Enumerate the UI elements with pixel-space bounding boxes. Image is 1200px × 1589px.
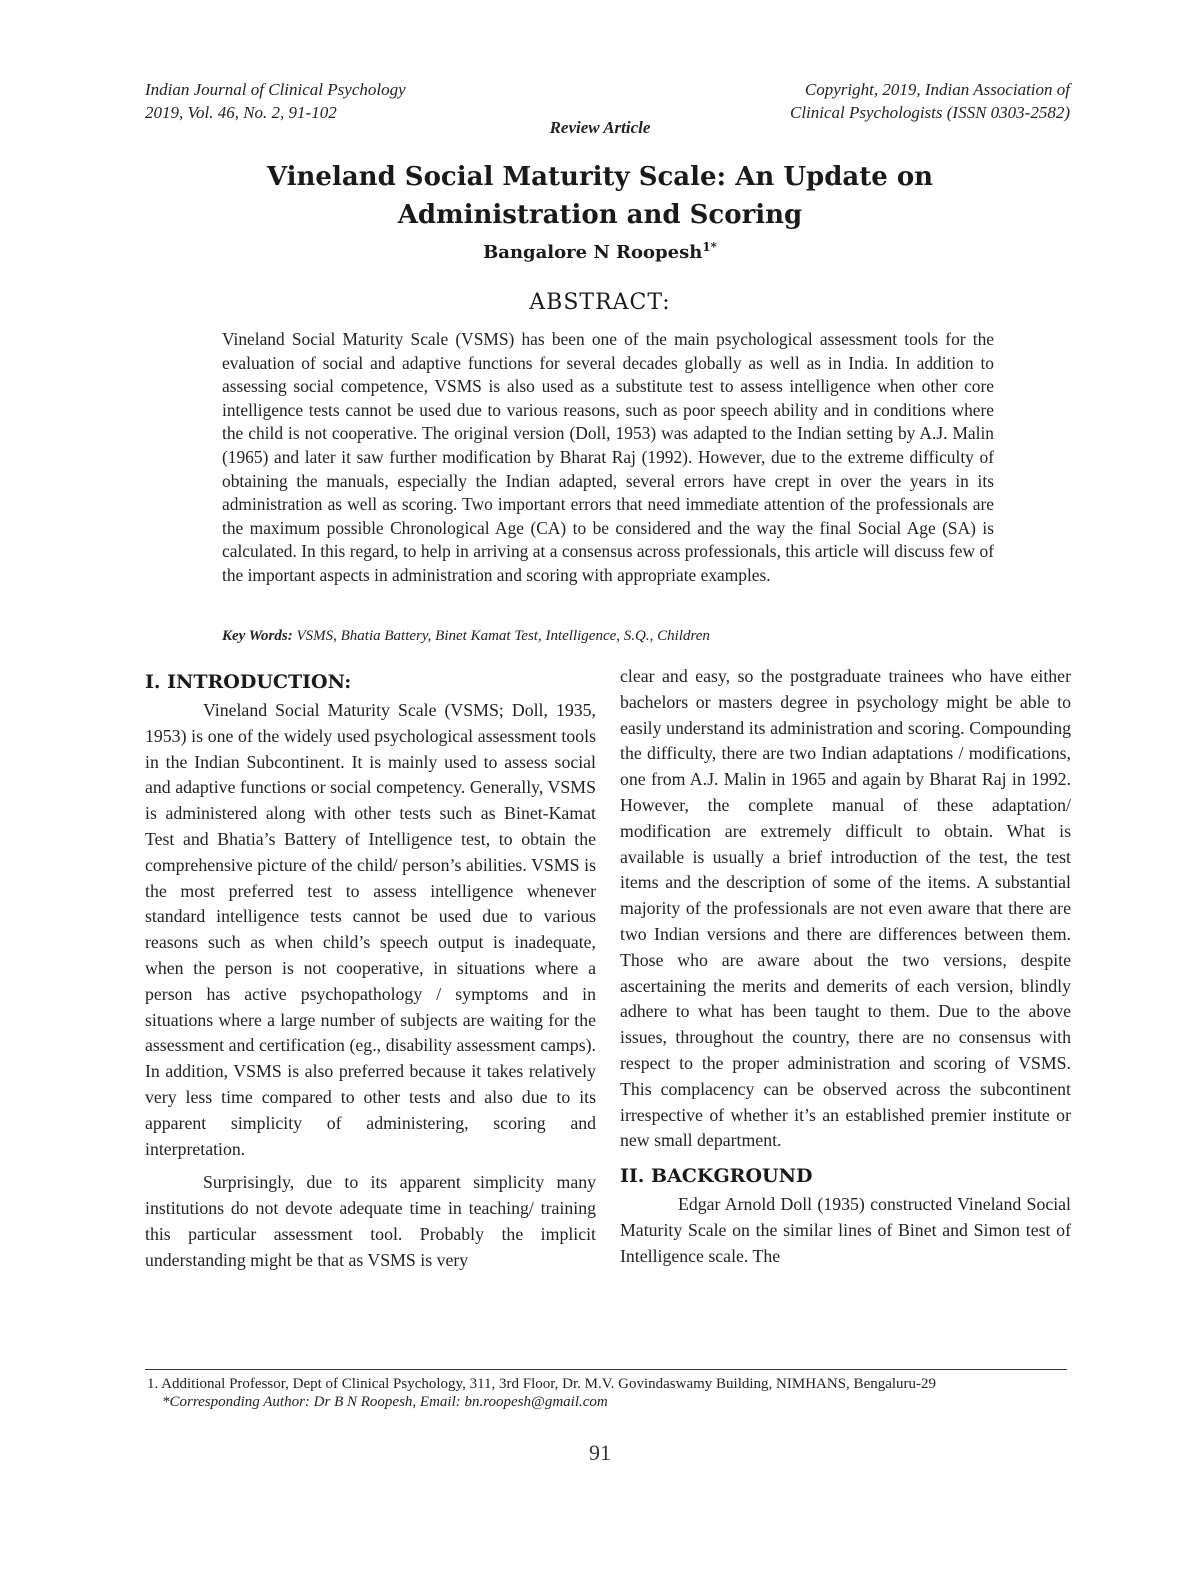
copyright-line: Copyright, 2019, Indian Association of [804,80,1070,99]
keywords-list: VSMS, Bhatia Battery, Binet Kamat Test, Intelligence, S.Q., Children [296,628,710,644]
title-line-1: Vineland Social Maturity Scale: An Update on [266,162,934,192]
left-column [145,668,596,1274]
right-column [620,664,1071,1270]
footnote-corresponding: *Corresponding Author: Dr B N Roopesh, Email: bn.roopesh@gmail.com [162,1394,608,1410]
footnote-affiliation: 1. Additional Professor, Dept of Clinical Psychology, 311, 3rd Floor, Dr. M.V. Govindaswamy Building, NIMHANS, Bengaluru-29 [147,1376,937,1392]
footnote-divider [145,1369,1067,1370]
abstract-heading: ABSTRACT: [529,290,671,315]
article-type: Review Article [549,118,651,137]
background-heading: II. BACKGROUND [620,1165,813,1188]
title-line-2: Administration and Scoring [397,200,803,230]
author-superscript: 1* [702,240,717,254]
keywords [222,628,1002,645]
author-name: Bangalore N Roopesh [483,242,703,263]
keywords-label: Key Words: [222,628,293,644]
abstract-text: Vineland Social Maturity Scale (VSMS) has been one of the main psychological assessment tools for the evaluation of social and adaptive functions for several decades globally as well as in India. In addition to assessing social competence, VSMS is also used as a substitute test to assess intelligence when other core intelligence tests cannot be used due to various reasons, such as poor speech ability and in conditions where the child is not cooperative. The original version (Doll, 1953) was adapted to the Indian setting by A.J. Malin (1965) and later it saw further modification by Bharat Raj (1992). However, due to the extreme difficulty of obtaining the manuals, especially the Indian adapted, several errors have crept in over the years in its administration as well as scoring. Two important errors that need immediate attention of the professionals are the maximum possible Chronological Age (CA) to be considered and the way the final Social Age (SA) is calculated. In this regard, to help in arriving at a consensus across professionals, this article will discuss few of the important aspects in administration and scoring with appropriate examples. [222,329,994,585]
introduction-heading: I. INTRODUCTION: [145,671,352,693]
background-paragraph-1: Edgar Arnold Doll (1935) constructed Vineland Social Maturity Scale on the similar lines of Binet and Simon test of Intelligence scale. The [620,1194,1071,1266]
introduction-paragraph-2: Surprisingly, due to its apparent simplicity many institutions do not devote adequate time in teaching/ training this particular assessment tool. Probably the implicit understanding might be that as VSMS is very [145,1172,596,1270]
introduction-paragraph-1: Vineland Social Maturity Scale (VSMS; Doll, 1935, 1953) is one of the widely used psychological assessment tools in the Indian Subcontinent. It is mainly used to assess social and adaptive functions or social competency. Generally, VSMS is administered along with other tests such as Binet-Kamat Test and Bhatia’s Battery of Intelligence test, to obtain the comprehensive picture of the child/ person’s abilities. VSMS is the most preferred test to assess intelligence whenever standard intelligence tests cannot be used due to various reasons such as when child’s speech output is inadequate, when the person is not cooperative, in situations where a person has active psychopathology / symptoms and in situations where a large number of subjects are waiting for the assessment and certification (eg., disability assessment camps). In addition, VSMS is also preferred because it takes relatively very less time compared to other tests and also due to its apparent simplicity of administering, scoring and interpretation. [145,700,596,1159]
publisher-line: Clinical Psychologists (ISSN 0303-2582) [789,103,1070,122]
page-number: 91 [589,1440,611,1465]
author-line [0,240,1200,263]
article-title [150,158,1050,234]
introduction-paragraph-2-continued: clear and easy, so the postgraduate trainees who have either bachelors or masters degree in psychology might be able to easily understand its administration and scoring. Compounding the difficulty, there are two Indian adaptations / modifications, one from A.J. Malin in 1965 and again by Bharat Raj in 1992. However, the complete manual of these adaptation/ modification are extremely difficult to obtain. What is available is usually a brief introduction of the test, the test items and the description of some of the items. A substantial majority of the professionals are not even aware that there are two Indian versions and there are differences between them. Those who are aware about the two versions, despite ascertaining the merits and demerits of each version, blindly adhere to what has been taught to them. Due to the above issues, throughout the country, there are no consensus with respect to the proper administration and scoring of VSMS. This complacency can be observed across the subcontinent irrespective of whether it’s an established premier institute or new small department. [620,666,1071,1151]
journal-issue: 2019, Vol. 46, No. 2, 91-102 [145,103,337,122]
journal-name: Indian Journal of Clinical Psychology [145,80,406,99]
